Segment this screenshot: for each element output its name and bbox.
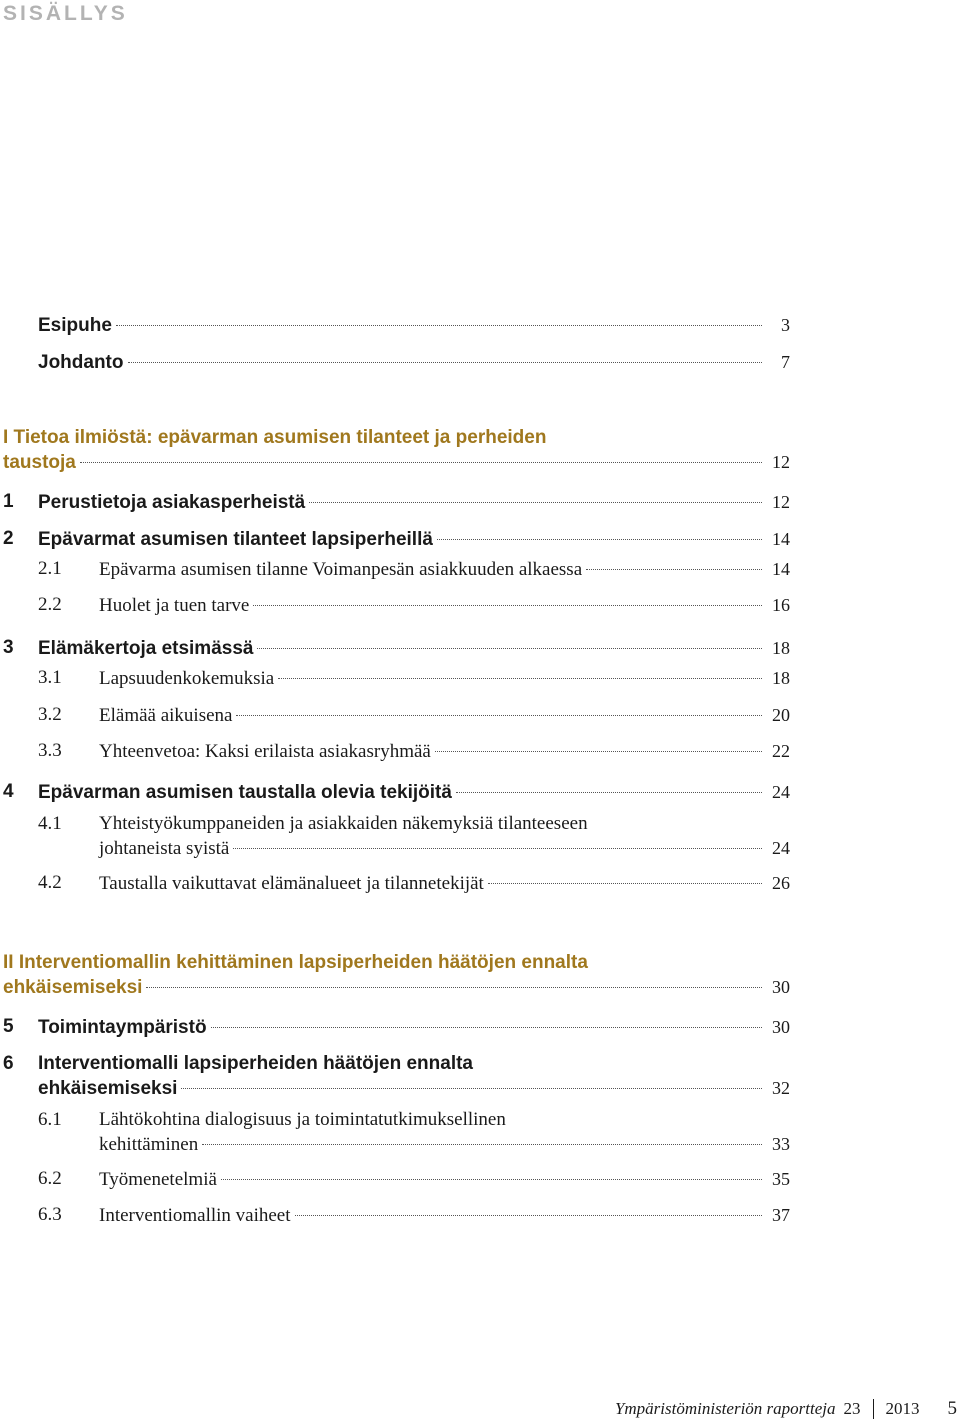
toc-entry-number: 5 bbox=[3, 1016, 14, 1037]
toc-entry-title: Työmenetelmiä bbox=[99, 1169, 217, 1190]
toc-entry-number: 1 bbox=[3, 491, 14, 512]
toc-entry-title: Huolet ja tuen tarve bbox=[99, 595, 250, 616]
dot-leader bbox=[181, 1088, 762, 1089]
toc-entry-number: 2.2 bbox=[38, 594, 62, 615]
footer-series-number: 23 bbox=[843, 1399, 861, 1418]
toc-entry[interactable] bbox=[0, 527, 790, 551]
toc-entry[interactable] bbox=[0, 490, 790, 514]
toc-entry-line bbox=[0, 951, 790, 975]
toc-entry-line bbox=[0, 812, 790, 836]
toc-entry[interactable] bbox=[0, 426, 790, 474]
footer-year: 2013 bbox=[885, 1399, 920, 1418]
toc-entry-number: 4.2 bbox=[38, 872, 62, 893]
dot-leader bbox=[80, 462, 762, 463]
toc-entry[interactable] bbox=[0, 1052, 790, 1100]
toc-entry-line bbox=[0, 975, 790, 999]
toc-page-number: 30 bbox=[772, 1017, 790, 1037]
toc-entry[interactable] bbox=[0, 666, 790, 690]
toc-entry-line bbox=[0, 1076, 790, 1100]
dot-leader bbox=[236, 715, 762, 716]
toc-entry[interactable] bbox=[0, 780, 790, 804]
toc-page-number: 33 bbox=[772, 1134, 790, 1154]
toc-page-number: 18 bbox=[772, 638, 790, 658]
toc-entry-title: Esipuhe bbox=[38, 315, 112, 336]
toc-entry[interactable] bbox=[0, 1015, 790, 1039]
toc-entry[interactable] bbox=[0, 636, 790, 660]
dot-leader bbox=[278, 678, 762, 679]
toc-page-number: 32 bbox=[772, 1078, 790, 1098]
toc-entry-title: Epävarmat asumisen tilanteet lapsiperheillä bbox=[38, 529, 433, 550]
toc-page-number: 30 bbox=[772, 977, 790, 997]
dot-leader bbox=[146, 987, 762, 988]
toc-entry-title: Elämäkertoja etsimässä bbox=[38, 638, 254, 659]
toc-entry-number: 2 bbox=[3, 528, 14, 549]
toc-page-number: 7 bbox=[781, 352, 790, 372]
toc-entry[interactable] bbox=[0, 871, 790, 895]
toc-page-number: 24 bbox=[772, 782, 790, 802]
toc-entry-line bbox=[0, 871, 790, 895]
toc-entry-title: Lähtökohtina dialogisuus ja toimintatutkimuksellinen bbox=[99, 1109, 506, 1130]
toc-entry-title: Epävarma asumisen tilanne Voimanpesän asiakkuuden alkaessa bbox=[99, 559, 583, 580]
dot-leader bbox=[435, 751, 762, 752]
toc-page-number: 12 bbox=[772, 492, 790, 512]
toc-entry[interactable] bbox=[0, 739, 790, 763]
toc-entry-line bbox=[0, 490, 790, 514]
toc-entry-line bbox=[0, 557, 790, 581]
toc-entry[interactable] bbox=[0, 1108, 790, 1156]
page-number: 5 bbox=[947, 1398, 957, 1419]
toc-entry-line bbox=[0, 1052, 790, 1076]
dot-leader bbox=[233, 848, 762, 849]
page-footer bbox=[615, 1395, 957, 1423]
footer-divider bbox=[873, 1399, 874, 1419]
toc-entry-number: 2.1 bbox=[38, 558, 62, 579]
toc-entry-title: Toimintaympäristö bbox=[38, 1017, 207, 1038]
toc-page-number: 35 bbox=[772, 1169, 790, 1189]
dot-leader bbox=[295, 1215, 762, 1216]
toc-entry-line bbox=[0, 703, 790, 727]
toc-entry-title: Johdanto bbox=[38, 352, 124, 373]
toc-entry-number: 6.2 bbox=[38, 1168, 62, 1189]
toc-entry-line bbox=[0, 1203, 790, 1227]
dot-leader bbox=[257, 648, 762, 649]
toc-entry-title: Taustalla vaikuttavat elämänalueet ja tilannetekijät bbox=[99, 873, 484, 894]
dot-leader bbox=[211, 1027, 762, 1028]
toc-entry[interactable] bbox=[0, 1203, 790, 1227]
toc-page-number: 18 bbox=[772, 668, 790, 688]
toc-entry-line bbox=[0, 1015, 790, 1039]
toc-entry-number: 3 bbox=[3, 637, 14, 658]
toc-entry-number: 6.1 bbox=[38, 1109, 62, 1130]
toc-entry[interactable] bbox=[0, 1167, 790, 1191]
toc-page-number: 14 bbox=[772, 529, 790, 549]
toc-entry-line bbox=[0, 313, 790, 337]
dot-leader bbox=[253, 605, 762, 606]
toc-entry-title: I Tietoa ilmiöstä: epävarman asumisen tilanteet ja perheiden bbox=[3, 427, 547, 448]
toc-entry[interactable] bbox=[0, 313, 790, 337]
dot-leader bbox=[456, 792, 762, 793]
toc-entry-title: Perustietoja asiakasperheistä bbox=[38, 492, 306, 513]
toc-entry-number: 3.1 bbox=[38, 667, 62, 688]
toc-entry[interactable] bbox=[0, 557, 790, 581]
toc-entry-title: Epävarman asumisen taustalla olevia tekijöitä bbox=[38, 782, 452, 803]
toc-entry-title: ehkäisemiseksi bbox=[38, 1078, 178, 1099]
toc-entry-number: 4 bbox=[3, 781, 14, 802]
toc-page-number: 16 bbox=[772, 595, 790, 615]
dot-leader bbox=[488, 883, 762, 884]
toc-entry-line bbox=[0, 350, 790, 374]
toc-entry-title: Interventiomalli lapsiperheiden häätöjen ennalta bbox=[38, 1053, 473, 1074]
toc-entry-line bbox=[0, 527, 790, 551]
toc-entry-title: Interventiomallin vaiheet bbox=[99, 1205, 291, 1226]
toc-entry-line bbox=[0, 666, 790, 690]
toc-page-number: 37 bbox=[772, 1205, 790, 1225]
toc-page-number: 14 bbox=[772, 559, 790, 579]
toc-entry-line bbox=[0, 1167, 790, 1191]
toc-entry-number: 6.3 bbox=[38, 1204, 62, 1225]
toc-entry[interactable] bbox=[0, 593, 790, 617]
dot-leader bbox=[128, 362, 763, 363]
toc-page-number: 3 bbox=[781, 315, 790, 335]
toc-entry-line bbox=[0, 836, 790, 860]
toc-entry-number: 4.1 bbox=[38, 813, 62, 834]
toc-entry-title: Yhteistyökumppaneiden ja asiakkaiden näkemyksiä tilanteeseen bbox=[99, 813, 588, 834]
toc-entry[interactable] bbox=[0, 812, 790, 860]
toc-entry-title: taustoja bbox=[3, 452, 76, 473]
toc-entry-number: 3.3 bbox=[38, 740, 62, 761]
toc-entry-line bbox=[0, 780, 790, 804]
dot-leader bbox=[437, 539, 762, 540]
toc-entry-line bbox=[0, 450, 790, 474]
toc-page-number: 22 bbox=[772, 741, 790, 761]
dot-leader bbox=[202, 1144, 762, 1145]
toc-entry-title: Yhteenvetoa: Kaksi erilaista asiakasryhmää bbox=[99, 741, 431, 762]
toc-entry[interactable] bbox=[0, 951, 790, 999]
toc-entry-title: ehkäisemiseksi bbox=[3, 977, 143, 998]
dot-leader bbox=[309, 502, 762, 503]
toc-page-number: 24 bbox=[772, 838, 790, 858]
dot-leader bbox=[116, 325, 762, 326]
toc-entry-line bbox=[0, 426, 790, 450]
toc-entry-line bbox=[0, 636, 790, 660]
page-title: SISÄLLYS bbox=[3, 2, 128, 25]
toc-entry-title: kehittäminen bbox=[99, 1134, 199, 1155]
toc-entry-number: 6 bbox=[3, 1053, 14, 1074]
toc-entry-title: Lapsuudenkokemuksia bbox=[99, 668, 275, 689]
toc-page-number: 20 bbox=[772, 705, 790, 725]
toc-entry-line bbox=[0, 593, 790, 617]
toc-page-number: 12 bbox=[772, 452, 790, 472]
dot-leader bbox=[221, 1179, 762, 1180]
toc-entry-title: II Interventiomallin kehittäminen lapsiperheiden häätöjen ennalta bbox=[3, 952, 588, 973]
toc-entry[interactable] bbox=[0, 703, 790, 727]
toc-entry-title: johtaneista syistä bbox=[99, 838, 230, 859]
toc-entry-line bbox=[0, 739, 790, 763]
toc-entry-line bbox=[0, 1132, 790, 1156]
footer-series: Ympäristöministeriön raportteja bbox=[614, 1399, 836, 1418]
toc-entry-number: 3.2 bbox=[38, 704, 62, 725]
toc-entry-line bbox=[0, 1108, 790, 1132]
dot-leader bbox=[586, 569, 762, 570]
toc-page-number: 26 bbox=[772, 873, 790, 893]
toc-entry-title: Elämää aikuisena bbox=[99, 705, 233, 726]
toc-entry[interactable] bbox=[0, 350, 790, 374]
